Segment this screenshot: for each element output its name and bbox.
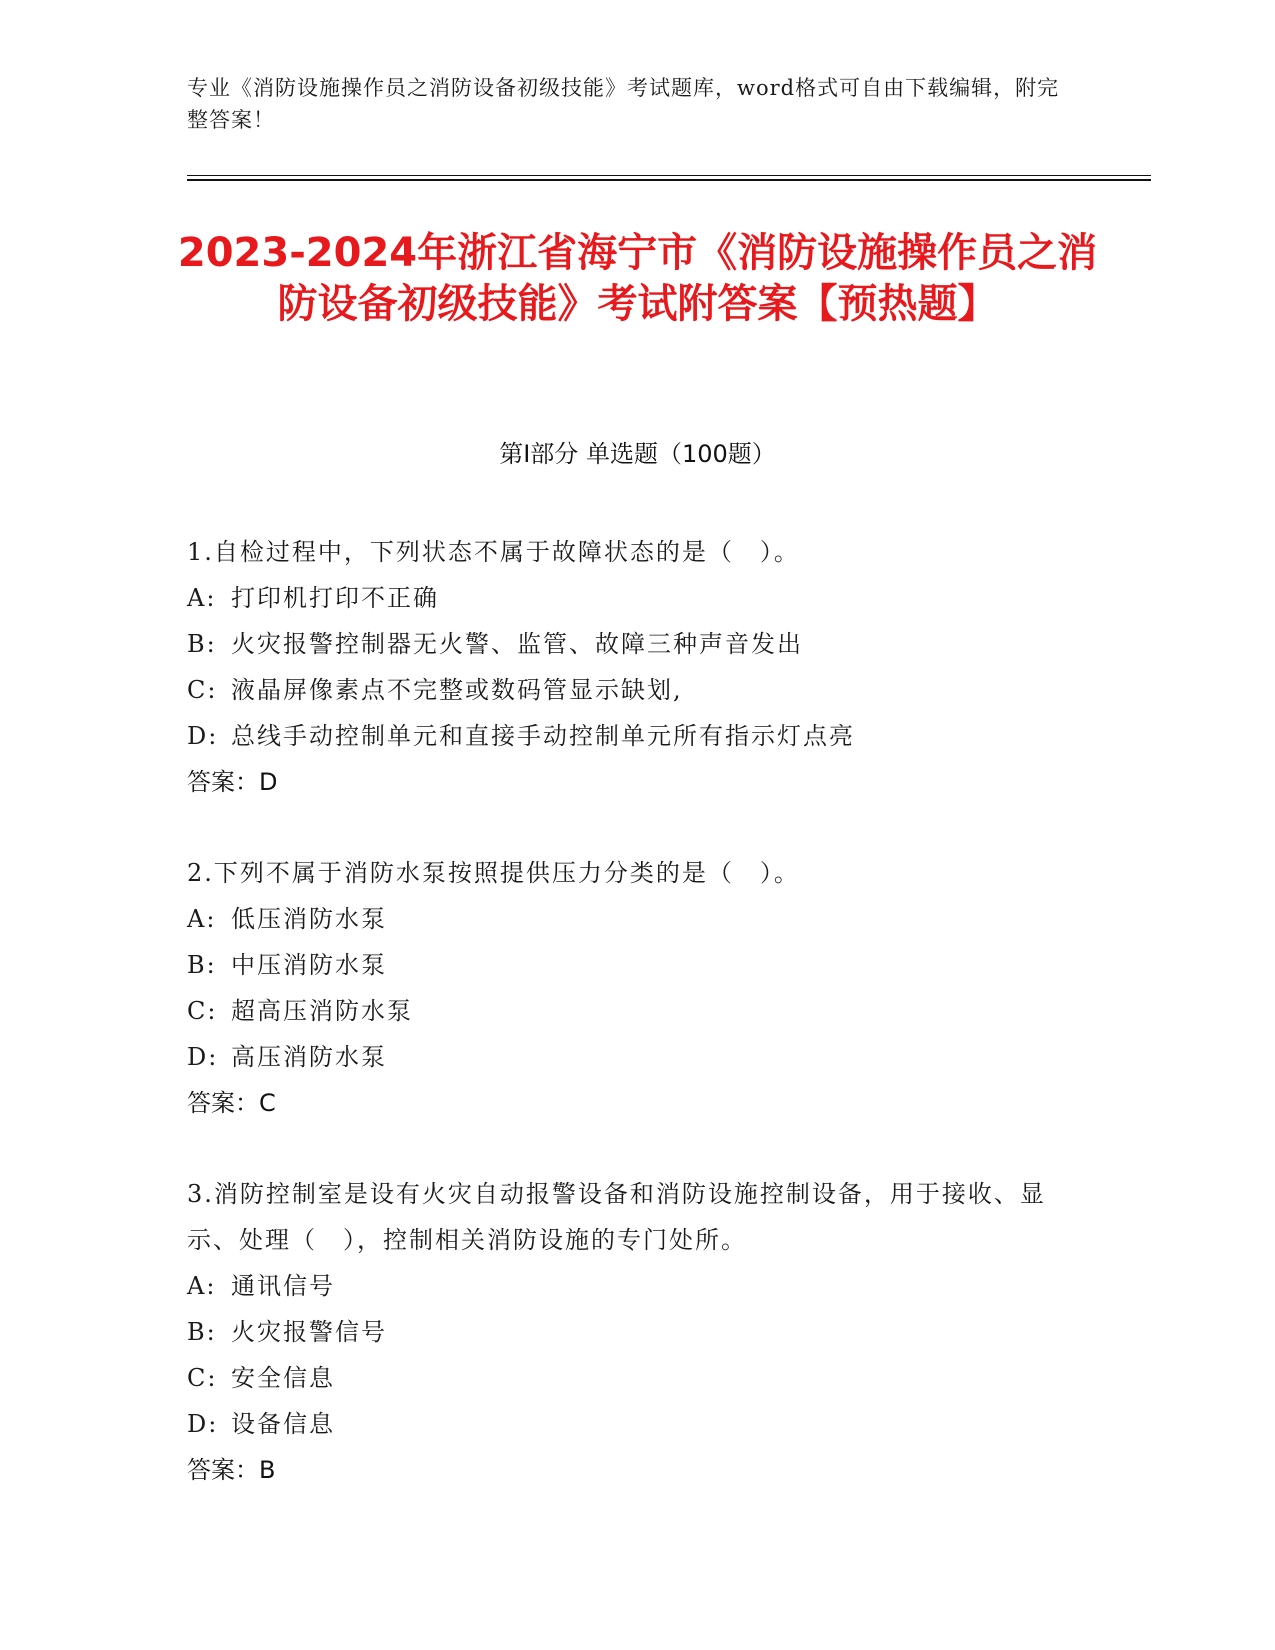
answer-line: 答案：D xyxy=(187,768,278,796)
option-b xyxy=(187,942,1087,988)
question-item xyxy=(187,529,1087,805)
option-key: A: xyxy=(187,584,217,612)
option-key: A: xyxy=(187,1272,217,1300)
question-item xyxy=(187,1171,1087,1493)
option-b xyxy=(187,1309,1087,1355)
answer-line: 答案：C xyxy=(187,1089,276,1117)
option-text: 液晶屏像素点不完整或数码管显示缺划, xyxy=(231,676,683,704)
section-heading: 第I部分 单选题（100题） xyxy=(499,440,776,468)
option-text: 火灾报警控制器无火警、监管、故障三种声音发出 xyxy=(231,630,803,658)
option-key: C: xyxy=(187,1364,218,1392)
answer-line: 答案：B xyxy=(187,1456,276,1484)
option-text: 高压消防水泵 xyxy=(231,1043,387,1071)
option-text: 安全信息 xyxy=(231,1364,335,1392)
option-text: 设备信息 xyxy=(231,1410,335,1438)
option-a xyxy=(187,896,1087,942)
question-list xyxy=(187,529,1087,1538)
option-a xyxy=(187,575,1087,621)
option-text: 打印机打印不正确 xyxy=(231,584,439,612)
option-b xyxy=(187,621,1087,667)
option-text: 超高压消防水泵 xyxy=(231,997,413,1025)
option-c xyxy=(187,988,1087,1034)
option-key: B: xyxy=(187,1318,217,1346)
option-key: C: xyxy=(187,676,218,704)
header-note: 专业《消防设施操作员之消防设备初级技能》考试题库，word格式可自由下载编辑，附完整答案！ xyxy=(187,76,1060,132)
option-text: 火灾报警信号 xyxy=(231,1318,387,1346)
option-key: D: xyxy=(187,1410,219,1438)
option-text: 通讯信号 xyxy=(231,1272,335,1300)
header-divider-thin xyxy=(187,175,1151,176)
header-divider-thick xyxy=(187,179,1151,181)
option-text: 中压消防水泵 xyxy=(231,951,387,979)
option-key: D: xyxy=(187,722,219,750)
option-key: C: xyxy=(187,997,218,1025)
option-text: 低压消防水泵 xyxy=(231,905,387,933)
option-c xyxy=(187,1355,1087,1401)
option-key: D: xyxy=(187,1043,219,1071)
option-d xyxy=(187,713,1087,759)
option-text: 总线手动控制单元和直接手动控制单元所有指示灯点亮 xyxy=(231,722,855,750)
option-key: B: xyxy=(187,630,217,658)
option-c xyxy=(187,667,1087,713)
question-stem: 2.下列不属于消防水泵按照提供压力分类的是（ ）。 xyxy=(187,859,800,887)
option-d xyxy=(187,1034,1087,1080)
question-item xyxy=(187,850,1087,1126)
question-stem: 1.自检过程中，下列状态不属于故障状态的是（ ）。 xyxy=(187,538,800,566)
option-key: B: xyxy=(187,951,217,979)
option-a xyxy=(187,1263,1087,1309)
question-stem: 3.消防控制室是设有火灾自动报警设备和消防设施控制设备，用于接收、显示、处理（ ），控制相关消防设施的专门处所。 xyxy=(187,1180,1046,1254)
document-title: 2023-2024年浙江省海宁市《消防设施操作员之消防设备初级技能》考试附答案【预热题】 xyxy=(177,230,1098,327)
option-d xyxy=(187,1401,1087,1447)
option-key: A: xyxy=(187,905,217,933)
